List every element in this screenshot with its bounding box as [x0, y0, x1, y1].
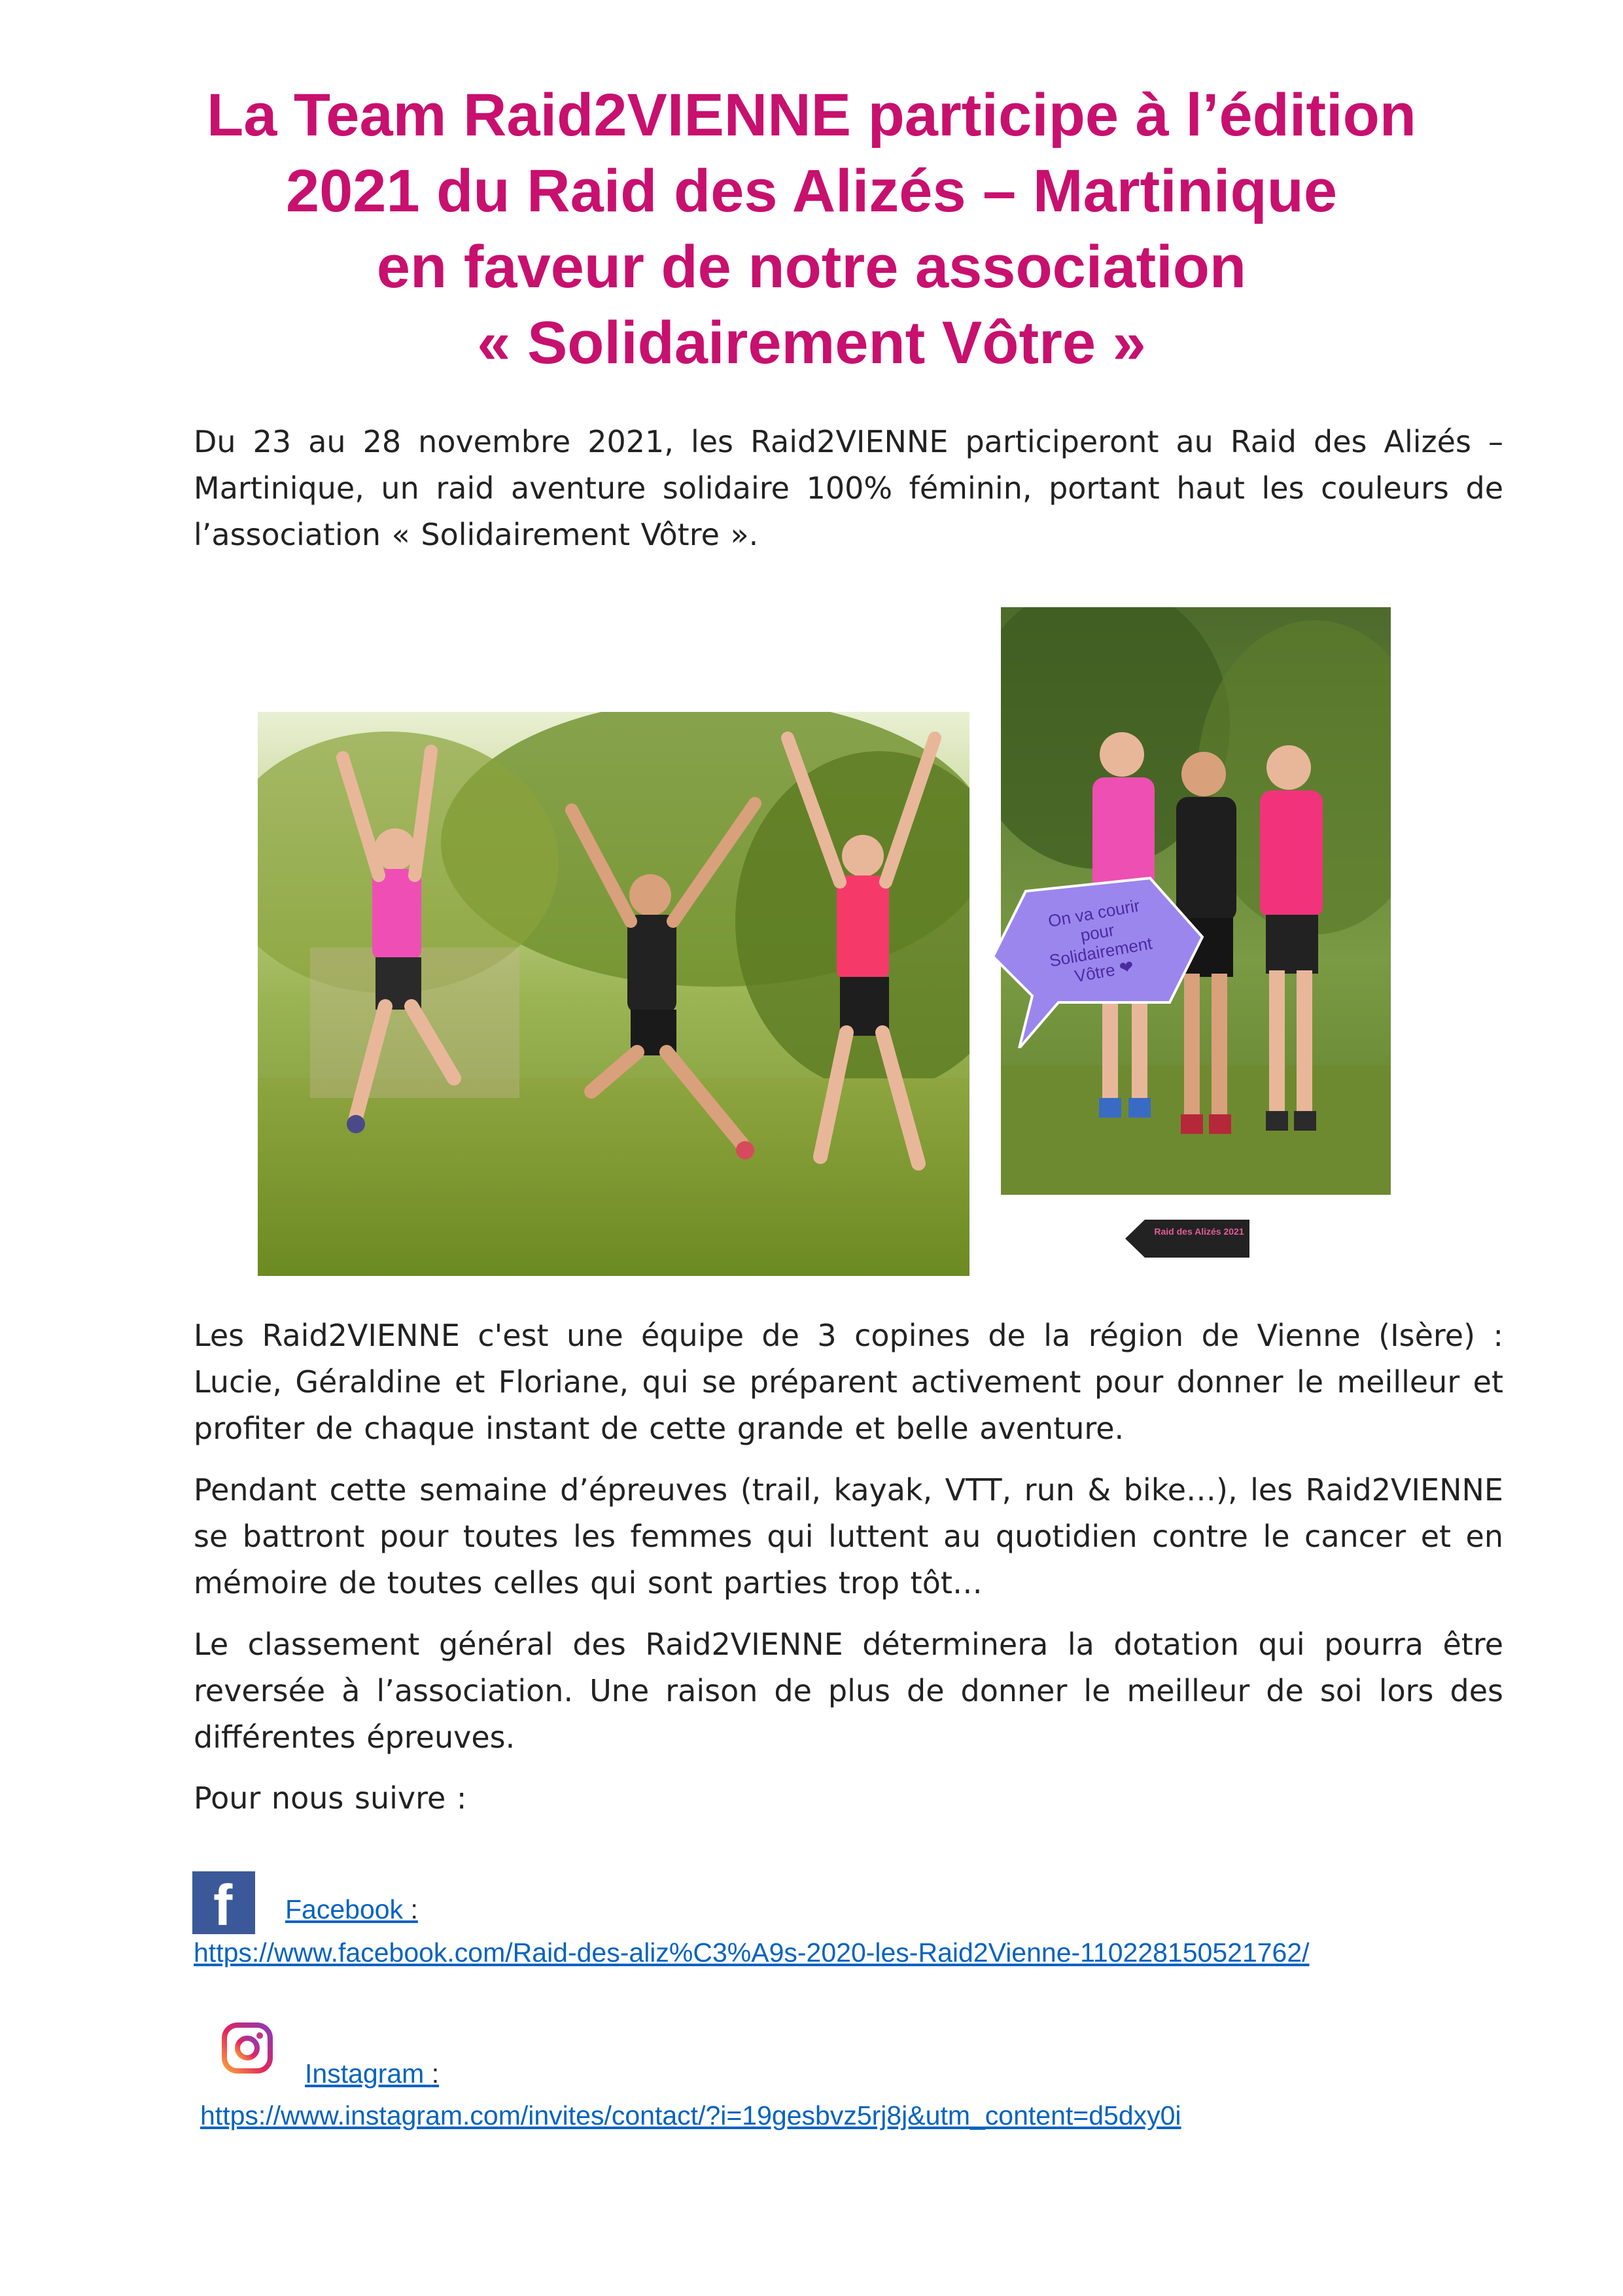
facebook-label[interactable]: Facebook	[285, 1894, 411, 1924]
facebook-suffix: :	[410, 1894, 418, 1924]
instagram-suffix: :	[431, 2058, 440, 2089]
raid-tag-text: Raid des Alizés 2021	[1154, 1226, 1244, 1237]
follow-label: Pour nous suivre :	[194, 1780, 467, 1816]
title-line-3: en faveur de notre association	[376, 234, 1247, 300]
speech-bubble-text: On va courir pour Solidairement Vôtre ❤	[1046, 895, 1154, 987]
intro-paragraph: Du 23 au 28 novembre 2021, les Raid2VIENNE participeront au Raid des Alizés – Martinique, un raid aventure solidaire 100% féminin, portant haut les couleurs de l’association « Solidairement Vôtre ».	[194, 424, 1503, 552]
title-line-1: La Team Raid2VIENNE participe à l’édition	[207, 82, 1416, 149]
page-title	[98, 77, 1525, 381]
facebook-url-link[interactable]: https://www.facebook.com/Raid-des-aliz%C3%A9s-2020-les-Raid2Vienne-110228150521762/	[194, 1937, 1310, 1968]
instagram-label[interactable]: Instagram	[305, 2058, 432, 2089]
raid-tag	[1125, 1220, 1249, 1258]
ranking-paragraph: Le classement général des Raid2VIENNE déterminera la dotation qui pourra être reversée à l’association. Une raison de plus de donner le meilleur de soi lors des différentes épreuves.	[194, 1627, 1503, 1755]
instagram-url-link[interactable]: https://www.instagram.com/invites/contact/?i=19gesbvz5rj8j&utm_content=d5dxy0i	[200, 2100, 1181, 2130]
facebook-icon[interactable]: f	[192, 1871, 255, 1934]
challenge-paragraph: Pendant cette semaine d’épreuves (trail, kayak, VTT, run & bike…), les Raid2VIENNE se battront pour toutes les femmes qui luttent au quotidien contre le cancer et en mémoire de toutes celles qui sont parties trop tôt…	[194, 1472, 1503, 1600]
instagram-icon[interactable]	[221, 2022, 273, 2074]
title-line-2: 2021 du Raid des Alizés – Martinique	[285, 158, 1338, 224]
team-paragraph: Les Raid2VIENNE c'est une équipe de 3 copines de la région de Vienne (Isère) : Lucie, Géraldine et Floriane, qui se préparent activement pour donner le meilleur et profiter de chaque instant de cette grande et belle aventure.	[194, 1318, 1503, 1446]
team-jumping-photo	[258, 712, 969, 1276]
instagram-link-label[interactable]	[305, 2057, 439, 2090]
facebook-link-label[interactable]	[285, 1893, 418, 1926]
title-line-4: « Solidairement Vôtre »	[477, 309, 1146, 376]
